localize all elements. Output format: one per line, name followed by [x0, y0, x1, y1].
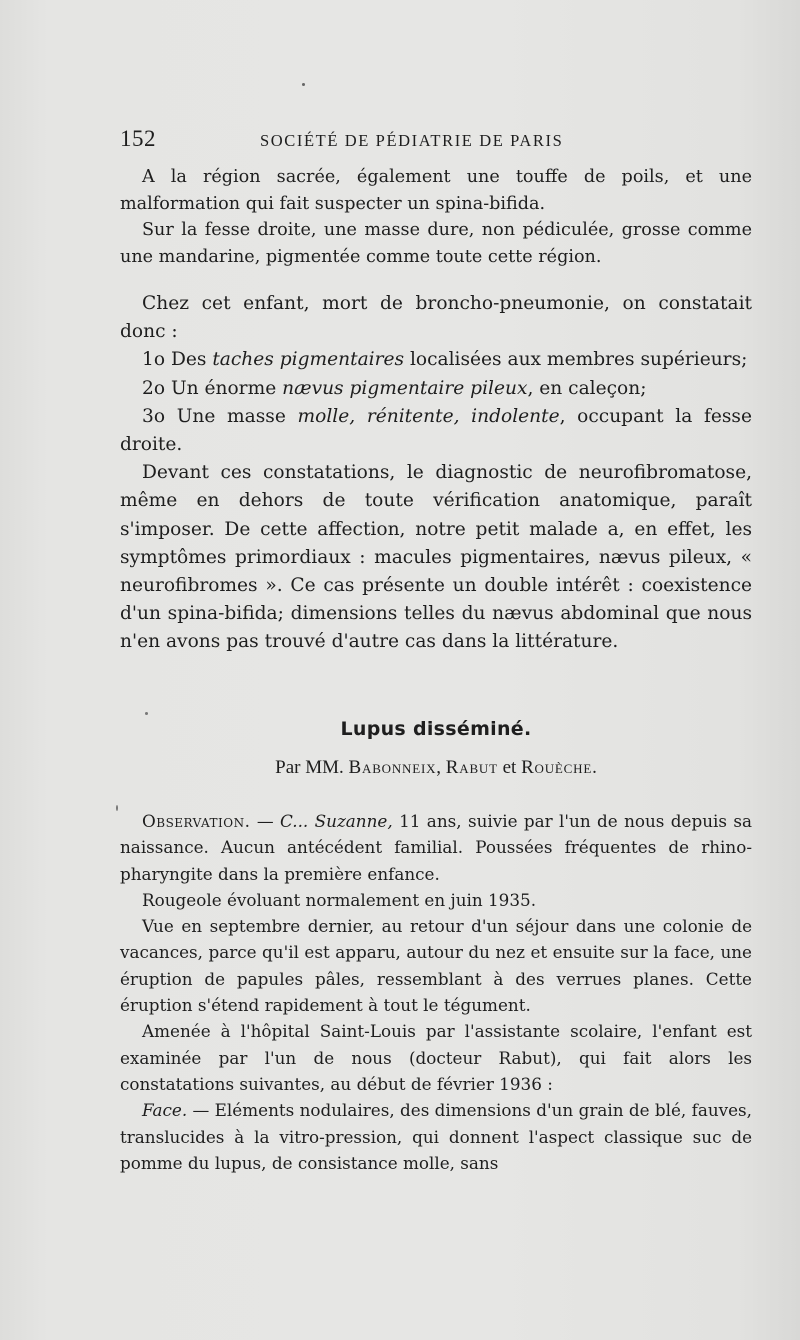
paragraph: Rougeole évoluant normalement en juin 1935.: [142, 889, 537, 910]
page-number: 152: [120, 126, 156, 151]
article-body: [120, 808, 752, 1176]
item-number: 3o: [142, 405, 166, 427]
emphasis: taches pigmentaires: [212, 349, 405, 371]
page-header: [120, 126, 752, 156]
paragraph: Observation. — C... Suzanne, 11 ans, suivie par l'un de nous depuis sa naissance. Aucun antécédent familial. Poussées fréquentes de rhino-pharyngite dans la première enfance.: [120, 811, 753, 884]
paragraph: Devant ces constatations, le diagnostic de neurofibromatose, même en dehors de toute vérification anatomique, paraît s'imposer. De cette affection, notre petit malade a, en effet, les symptômes primordiaux : macules pigmentaires, nævus pileux, « neurofibromes ». Ce cas présente un double intérêt : coexistence d'un spina-bifida; dimensions telles du nævus abdominal que nous n'en avons pas trouvé d'autre cas dans la littérature.: [120, 462, 752, 653]
paragraph: Amenée à l'hôpital Saint-Louis par l'assistante scolaire, l'enfant est examinée par l'un de nous (docteur Rabut), qui fait alors les constatations suivantes, au début de février 1936 :: [120, 1021, 752, 1094]
summary-section: [120, 290, 752, 657]
running-head: SOCIÉTÉ DE PÉDIATRIE DE PARIS: [260, 131, 564, 150]
continued-text: [120, 164, 752, 270]
paragraph: Vue en septembre dernier, au retour d'un séjour dans une colonie de vacances, parce qu'il est apparu, autour du nez et ensuite sur la face, une éruption de papules pâles, ressemblant à des verrues planes. Cette éruption s'étend rapidement à tout le tégument.: [120, 916, 752, 1016]
page-speck: [116, 805, 118, 811]
list-item: 1o Des taches pigmentaires localisées aux membres supérieurs;: [142, 349, 748, 371]
section-label: Face.: [142, 1100, 188, 1121]
item-number: 1o: [142, 349, 166, 371]
article-title: Lupus disséminé.: [340, 718, 532, 740]
list-item: 3o Une masse molle, rénitente, indolente, occupant la fesse droite.: [120, 405, 752, 456]
item-number: 2o: [142, 377, 166, 399]
author-name: Rouèche: [521, 757, 593, 778]
page-speck: [302, 83, 305, 86]
paragraph: Sur la fesse droite, une masse dure, non pédiculée, grosse comme une mandarine, pigmentée comme toute cette région.: [120, 220, 752, 267]
emphasis: molle, rénitente, indolente: [297, 405, 560, 427]
emphasis: nævus pigmentaire pileux: [282, 377, 528, 399]
paragraph: Face. — Eléments nodulaires, des dimensions d'un grain de blé, fauves, translucides à la vitro-pression, qui donnent l'aspect classique suc de pomme du lupus, de consistance molle, sans: [120, 1100, 752, 1173]
author-name: Babonneix: [348, 757, 437, 778]
author-name: Rabut: [445, 757, 498, 778]
patient-name: C... Suzanne,: [280, 811, 393, 831]
list-item: 2o Un énorme nævus pigmentaire pileux, en caleçon;: [142, 377, 647, 399]
page-speck: [145, 712, 148, 715]
paragraph: Chez cet enfant, mort de broncho-pneumonie, on constatait donc :: [120, 293, 752, 343]
article-authors: Par MM. Babonneix, Rabut et Rouèche.: [275, 757, 597, 778]
paragraph: A la région sacrée, également une touffe de poils, et une malformation qui fait suspecter un spina-bifida.: [120, 167, 752, 214]
observation-label: Observation.: [142, 811, 251, 831]
